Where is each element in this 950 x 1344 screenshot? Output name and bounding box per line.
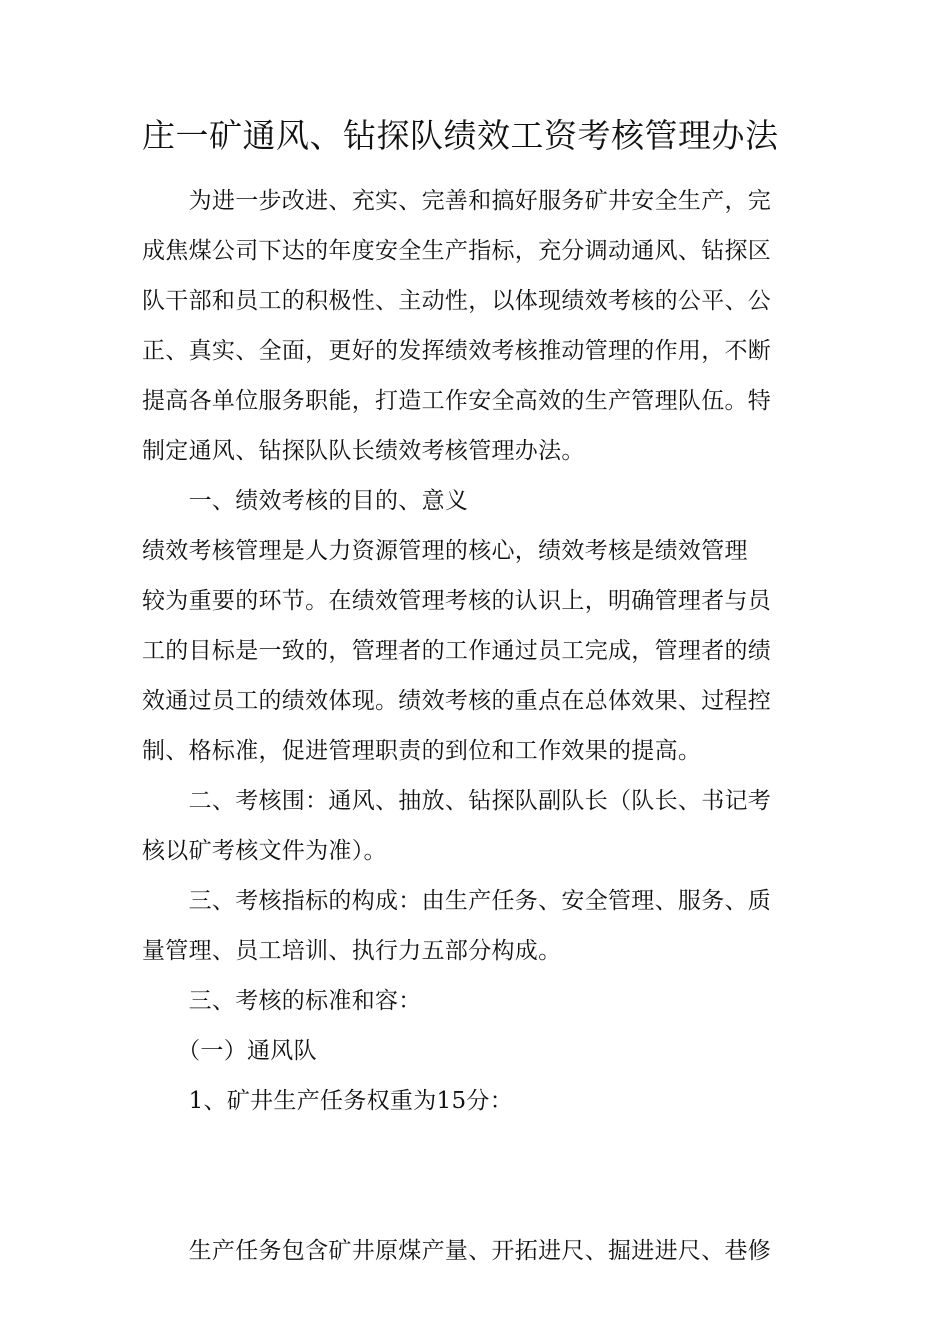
paragraph-line: 较为重要的环节。在绩效管理考核的认识上，明确管理者与员: [142, 588, 772, 614]
item-heading: 1、矿井生产任务权重为15分：: [142, 1088, 513, 1114]
paragraph-line: 成焦煤公司下达的年度安全生产指标，充分调动通风、钻探区: [142, 238, 772, 264]
section-heading: 三、考核的标准和容：: [142, 988, 422, 1014]
section-heading: 一、绩效考核的目的、意义: [142, 488, 469, 514]
paragraph-line: 为进一步改进、充实、完善和搞好服务矿井安全生产，完: [142, 188, 772, 214]
paragraph-line: 制定通风、钻探队队长绩效考核管理办法。: [142, 438, 585, 464]
paragraph-line: 工的目标是一致的，管理者的工作通过员工完成，管理者的绩: [142, 638, 772, 664]
paragraph-line: 制、格标准，促进管理职责的到位和工作效果的提高。: [142, 738, 702, 764]
paragraph-line: 提高各单位服务职能，打造工作安全高效的生产管理队伍。特: [142, 388, 772, 414]
paragraph-line: 生产任务包含矿井原煤产量、开拓进尺、掘进进尺、巷修: [142, 1238, 772, 1264]
paragraph-line: 队干部和员工的积极性、主动性，以体现绩效考核的公平、公: [142, 288, 772, 314]
paragraph-line: 量管理、员工培训、执行力五部分构成。: [142, 938, 562, 964]
paragraph-line: 核以矿考核文件为准）。: [142, 838, 387, 864]
paragraph-line: 效通过员工的绩效体现。绩效考核的重点在总体效果、过程控: [142, 688, 772, 714]
paragraph-line: 绩效考核管理是人力资源管理的核心，绩效考核是绩效管理: [142, 538, 748, 564]
section-heading: 二、考核围：通风、抽放、钻探队副队长（队长、书记考: [142, 788, 772, 814]
document-title: 庄一矿通风、钻探队绩效工资考核管理办法: [142, 116, 779, 155]
subsection-heading: （一）通风队: [142, 1038, 317, 1064]
section-heading: 三、考核指标的构成：由生产任务、安全管理、服务、质: [142, 888, 772, 914]
paragraph-line: 正、真实、全面，更好的发挥绩效考核推动管理的作用，不断: [142, 338, 772, 364]
